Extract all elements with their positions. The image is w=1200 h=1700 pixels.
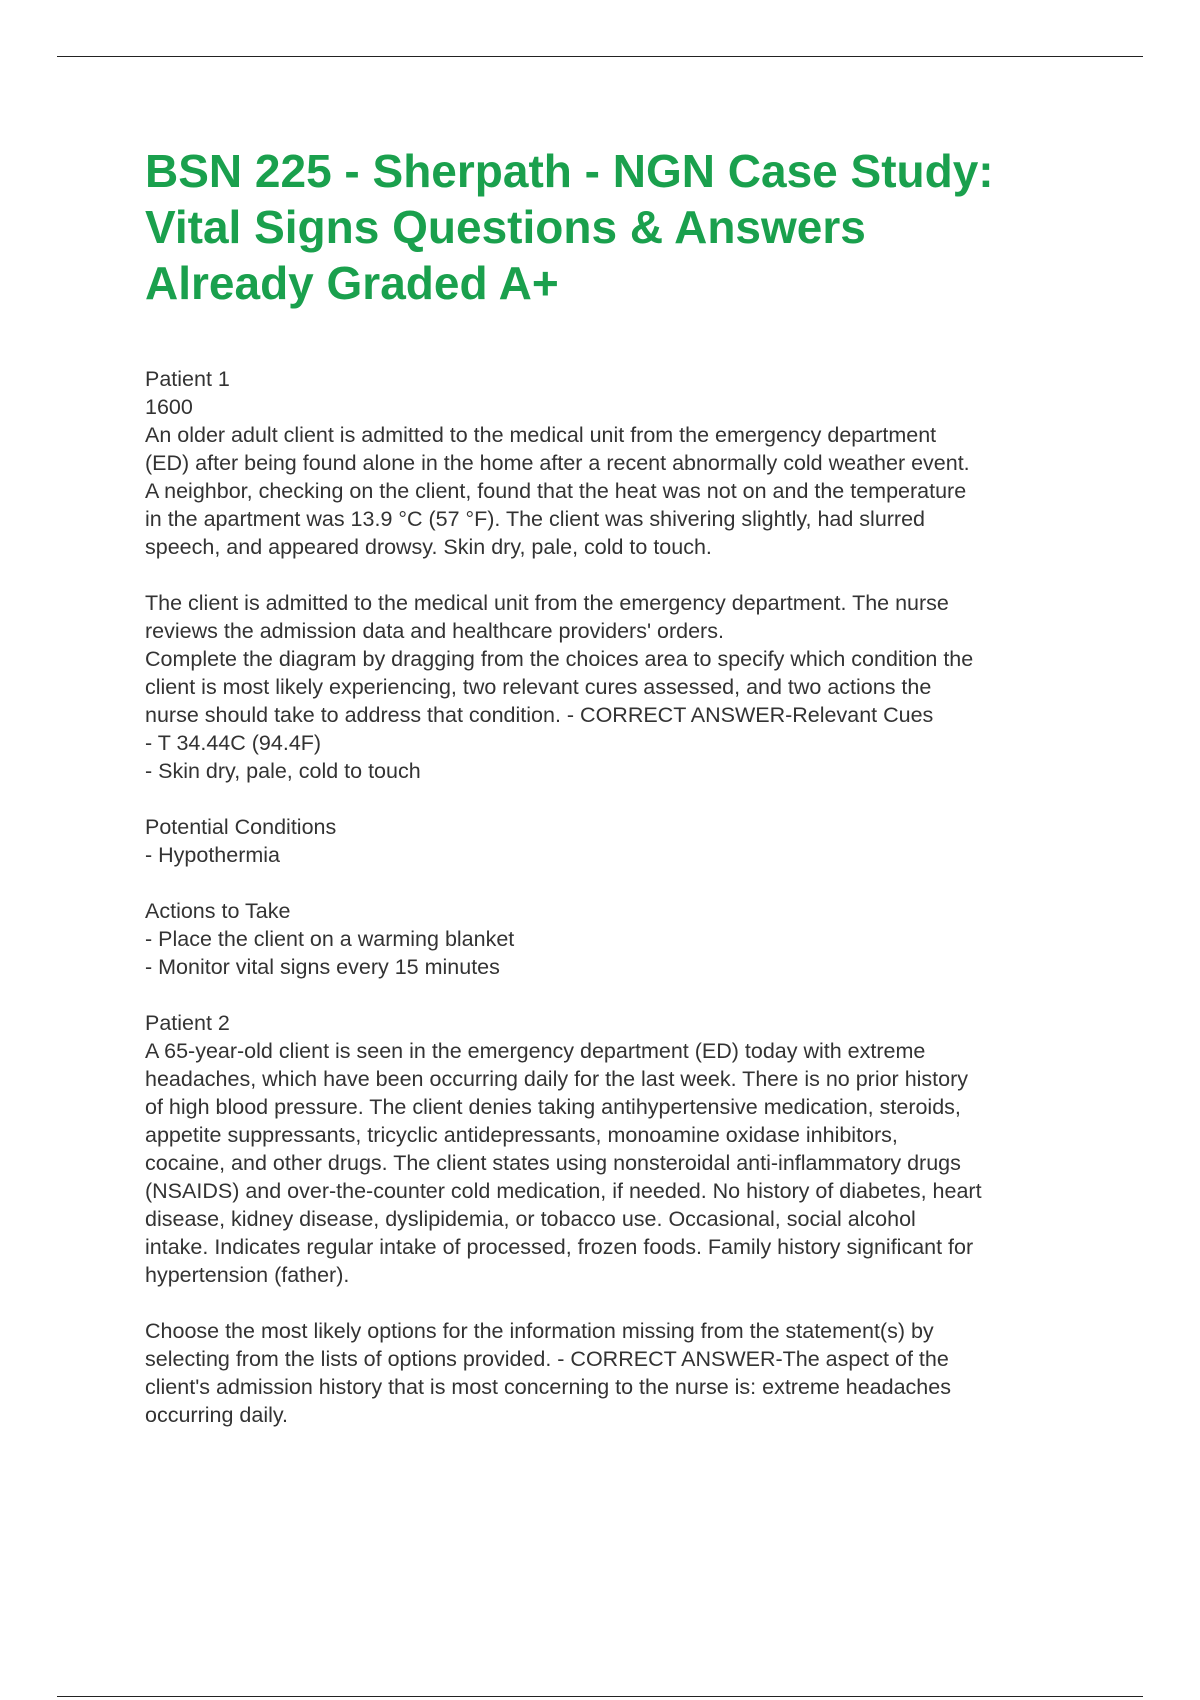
page-top-rule [57, 56, 1143, 57]
text-line: An older adult client is admitted to the medical unit from the emergency department [145, 423, 937, 447]
text-line: 1600 [145, 395, 193, 419]
text-line: (NSAIDS) and over-the-counter cold medication, if needed. No history of diabetes, heart [145, 1179, 982, 1203]
text-line: cocaine, and other drugs. The client states using nonsteroidal anti-inflammatory drugs [145, 1151, 961, 1175]
potential-conditions [145, 813, 1105, 869]
text-line: reviews the admission data and healthcare providers' orders. [145, 619, 724, 643]
patient-1-scenario [145, 365, 1105, 561]
text-line: A 65-year-old client is seen in the emergency department (ED) today with extreme [145, 1039, 926, 1063]
text-line: client's admission history that is most concerning to the nurse is: extreme headaches [145, 1375, 951, 1399]
text-line: - Hypothermia [145, 843, 281, 867]
text-line: Choose the most likely options for the information missing from the statement(s) by [145, 1319, 934, 1343]
text-line: in the apartment was 13.9 °C (57 °F). The client was shivering slightly, had slurred [145, 507, 926, 531]
text-line: selecting from the lists of options provided. - CORRECT ANSWER-The aspect of the [145, 1347, 949, 1371]
patient-2-scenario [145, 1009, 1105, 1289]
text-line: occurring daily. [145, 1403, 288, 1427]
title-line: Already Graded A+ [145, 257, 559, 309]
text-line: hypertension (father). [145, 1263, 350, 1287]
text-line: disease, kidney disease, dyslipidemia, or tobacco use. Occasional, social alcohol [145, 1207, 916, 1231]
text-line: - Place the client on a warming blanket [145, 927, 515, 951]
patient-1-question [145, 589, 1105, 785]
title-line: BSN 225 - Sherpath - NGN Case Study: [145, 145, 994, 197]
text-line: A neighbor, checking on the client, found that the heat was not on and the temperature [145, 479, 967, 503]
text-line: appetite suppressants, tricyclic antidepressants, monoamine oxidase inhibitors, [145, 1123, 898, 1147]
document-title [145, 143, 1085, 311]
document-body [145, 365, 1105, 1457]
text-line: headaches, which have been occurring daily for the last week. There is no prior history [145, 1067, 969, 1091]
page-bottom-rule [57, 1696, 1143, 1697]
text-line: speech, and appeared drowsy. Skin dry, pale, cold to touch. [145, 535, 712, 559]
text-line: Potential Conditions [145, 815, 337, 839]
text-line: Patient 1 [145, 367, 230, 391]
text-line: The client is admitted to the medical unit from the emergency department. The nurse [145, 591, 949, 615]
text-line: Actions to Take [145, 899, 291, 923]
text-line: Complete the diagram by dragging from the choices area to specify which condition the [145, 647, 974, 671]
text-line: client is most likely experiencing, two relevant cures assessed, and two actions the [145, 675, 932, 699]
text-line: - Skin dry, pale, cold to touch [145, 759, 421, 783]
text-line: nurse should take to address that condition. - CORRECT ANSWER-Relevant Cues [145, 703, 934, 727]
patient-2-question [145, 1317, 1105, 1429]
text-line: of high blood pressure. The client denies taking antihypertensive medication, steroids, [145, 1095, 961, 1119]
text-line: - T 34.44C (94.4F) [145, 731, 322, 755]
text-line: (ED) after being found alone in the home after a recent abnormally cold weather event. [145, 451, 970, 475]
text-line: Patient 2 [145, 1011, 230, 1035]
actions-to-take [145, 897, 1105, 981]
title-line: Vital Signs Questions & Answers [145, 201, 866, 253]
text-line: intake. Indicates regular intake of processed, frozen foods. Family history significant for [145, 1235, 974, 1259]
text-line: - Monitor vital signs every 15 minutes [145, 955, 500, 979]
